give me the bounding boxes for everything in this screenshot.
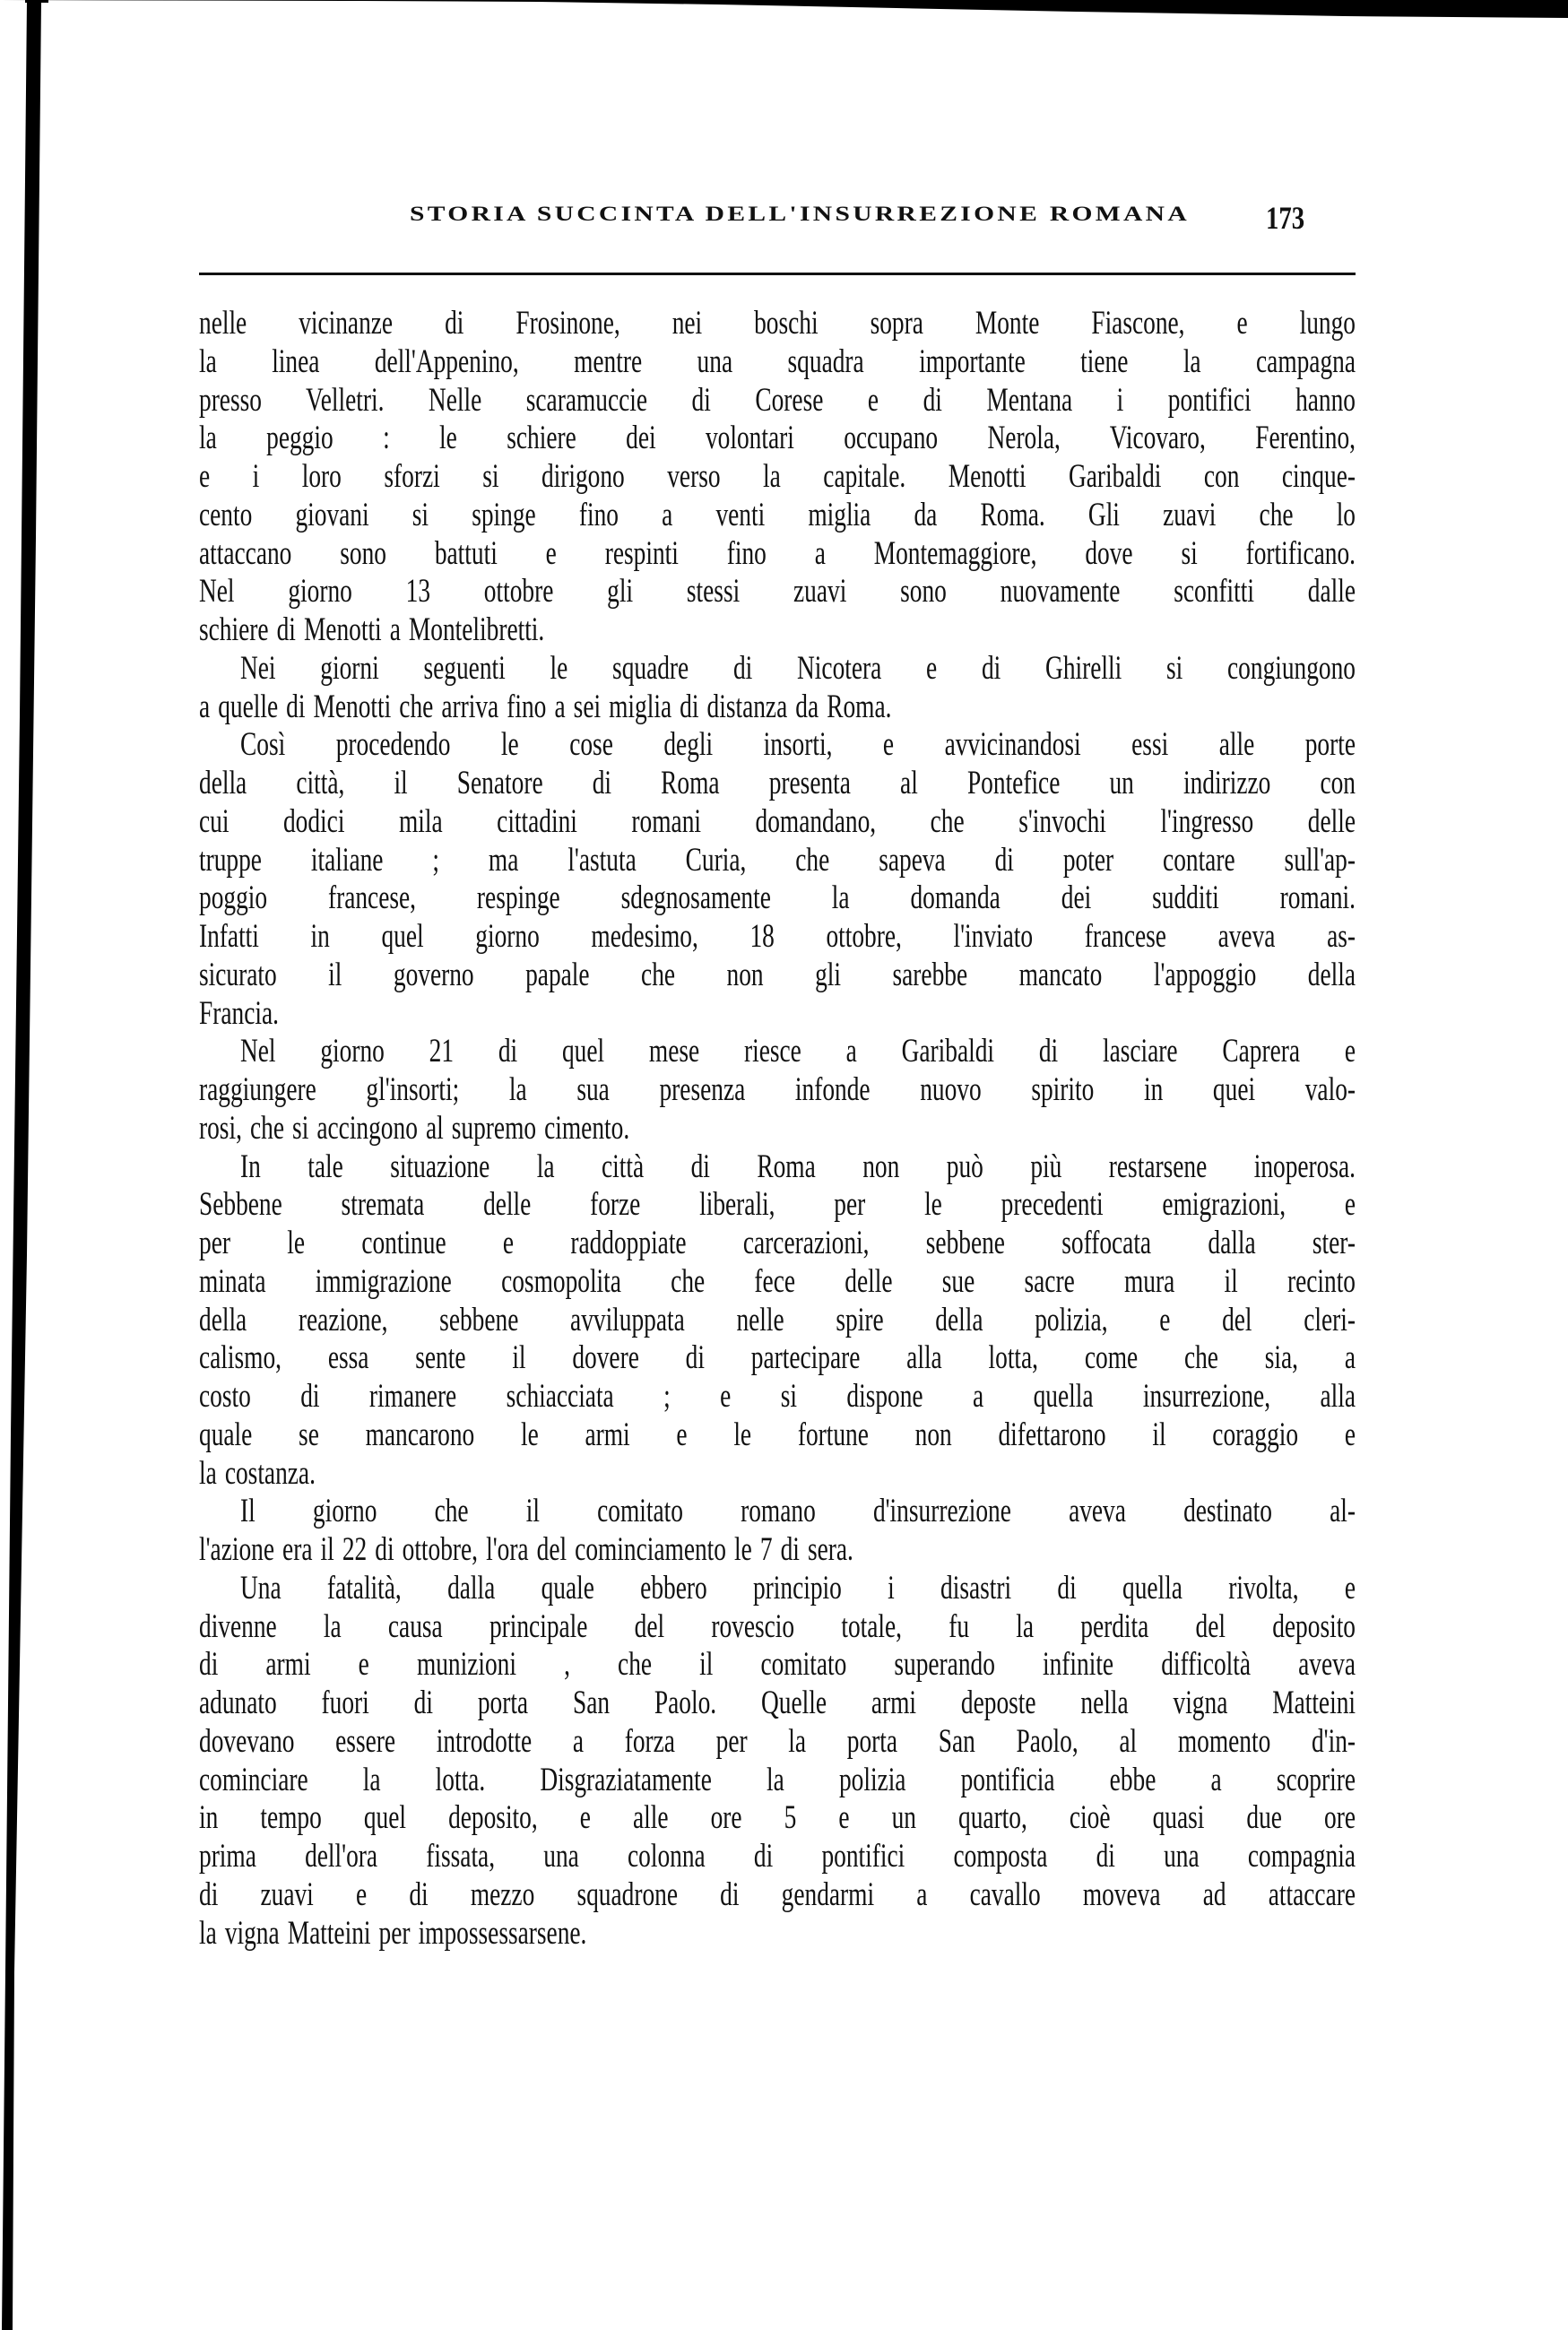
text-line-content: la peggio : le schiere dei volontari occupano Nerola, Vicovaro, Ferentino, [199, 420, 1356, 457]
text-line [199, 918, 1364, 957]
text-line-content: attaccano sono battuti e respinti fino a Montemaggiore, dove si fortificano. [199, 534, 1356, 572]
paragraph [199, 1493, 1364, 1570]
text-line-content: cento giovani si spinge fino a venti miglia da Roma. Gli zuavi che lo [199, 496, 1356, 533]
text-line [199, 535, 1364, 574]
text-line-content: in tempo quel deposito, e alle ore 5 e un quarto, cioè quasi due ore [199, 1799, 1356, 1837]
paragraph [199, 726, 1364, 1033]
text-line-content: calismo, essa sente il dovere di partecipare alla lotta, come che sia, a [199, 1339, 1356, 1377]
text-line [199, 1915, 1364, 1953]
text-line-content: presso Velletri. Nelle scaramuccie di Corese e di Mentana i pontifici hanno [199, 381, 1356, 419]
text-line [199, 803, 1364, 842]
text-line-content: In tale situazione la città di Roma non può più restarsene inoperosa. [240, 1148, 1356, 1185]
text-line-content: l'azione era il 22 di ottobre, l'ora del cominciamento le 7 di sera. [199, 1531, 853, 1568]
text-line-content: poggio francese, respinge sdegnosamente la domanda dei sudditi romani. [199, 879, 1356, 917]
text-line [199, 1608, 1364, 1647]
text-line-content: raggiungere gl'insorti; la sua presenza infonde nuovo spirito in quei valo- [199, 1071, 1356, 1108]
text-line [199, 1799, 1364, 1838]
text-line [199, 689, 1364, 727]
text-line-content: Nel giorno 21 di quel mese riesce a Garibaldi di lasciare Caprera e [240, 1033, 1356, 1070]
text-line [199, 458, 1364, 497]
text-line-content: dovevano essere introdotte a forza per la porta San Paolo, al momento d'in- [199, 1722, 1356, 1760]
text-line [199, 343, 1364, 382]
text-line [199, 1186, 1364, 1225]
text-line [199, 842, 1364, 880]
text-line-content: la linea dell'Appenino, mentre una squadra importante tiene la campagna [199, 342, 1356, 380]
text-line [199, 1838, 1364, 1876]
text-line [199, 1493, 1364, 1531]
text-line-content: rosi, che si accingono al supremo cimento. [199, 1109, 630, 1147]
text-line [199, 995, 1364, 1034]
text-line-content: a quelle di Menotti che arriva fino a sei miglia di distanza da Roma. [199, 688, 892, 725]
text-line [199, 1302, 1364, 1340]
text-line [199, 765, 1364, 803]
text-line-content: di zuavi e di mezzo squadrone di gendarmi a cavallo moveva ad attaccare [199, 1875, 1356, 1913]
text-line [199, 382, 1364, 420]
text-line-content: truppe italiane ; ma l'astuta Curia, che sapeva di poter contare sull'ap- [199, 841, 1356, 879]
text-line-content: Una fatalità, dalla quale ebbero principio i disastri di quella rivolta, e [240, 1569, 1356, 1607]
text-line-content: per le continue e raddoppiate carcerazioni, sebbene soffocata dalla ster- [199, 1225, 1356, 1261]
text-line [199, 1148, 1364, 1187]
paragraph [199, 1148, 1364, 1494]
text-line-content: Nei giorni seguenti le squadre di Nicotera e di Ghirelli si congiungono [240, 649, 1356, 687]
text-line-content: adunato fuori di porta San Paolo. Quelle armi deposte nella vigna Matteini [199, 1685, 1356, 1721]
text-line-content: divenne la causa principale del rovescio totale, fu la perdita del deposito [199, 1607, 1356, 1645]
text-line-content: sicurato il governo papale che non gli sarebbe mancato l'appoggio della [199, 956, 1356, 993]
scan-edge-top [0, 0, 1568, 27]
text-line-content: Infatti in quel giorno medesimo, 18 ottobre, l'inviato francese aveva as- [199, 918, 1356, 955]
text-line [199, 1876, 1364, 1915]
text-line-content: Nel giorno 13 ottobre gli stessi zuavi sono nuovamente sconfitti dalle [199, 573, 1356, 611]
text-line [199, 1416, 1364, 1455]
text-line-content: della città, il Senatore di Roma presenta al Pontefice un indirizzo con [199, 765, 1356, 801]
text-line-content: della reazione, sebbene avviluppata nelle spire della polizia, e del cleri- [199, 1301, 1356, 1338]
page-number: 173 [1266, 200, 1305, 236]
text-line-content: cominciare la lotta. Disgraziatamente la polizia pontificia ebbe a scoprire [199, 1761, 1356, 1798]
text-line [199, 497, 1364, 535]
text-line-content: di armi e munizioni , che il comitato superando infinite difficoltà aveva [199, 1646, 1356, 1684]
text-line-content: Sebbene stremata delle forze liberali, per le precedenti emigrazioni, e [199, 1186, 1356, 1224]
text-line-content: Francia. [199, 994, 279, 1032]
text-line-content: la vigna Matteini per impossessarsene. [199, 1914, 587, 1952]
text-line-content: costo di rimanere schiacciata ; e si dispone a quella insurrezione, alla [199, 1378, 1356, 1415]
text-line [199, 573, 1364, 611]
running-head [410, 199, 1378, 235]
text-line-content: Il giorno che il comitato romano d'insurrezione aveva destinato al- [240, 1493, 1356, 1530]
text-line [199, 1378, 1364, 1416]
text-line [199, 611, 1364, 650]
text-line [199, 1033, 1364, 1071]
text-line-content: minata immigrazione cosmopolita che fece delle sue sacre mura il recinto [199, 1262, 1356, 1300]
text-line [199, 726, 1364, 765]
text-line-content: Così procedendo le cose degli insorti, e avvicinandosi essi alle porte [240, 726, 1356, 764]
text-line [199, 1646, 1364, 1685]
paragraph [199, 650, 1364, 727]
text-line [199, 1071, 1364, 1110]
header-rule [199, 273, 1356, 275]
text-line [199, 1723, 1364, 1762]
text-line [199, 1225, 1364, 1263]
text-line [199, 1339, 1364, 1378]
text-line [199, 1455, 1364, 1494]
paragraph [199, 305, 1364, 650]
text-line-content: la costanza. [199, 1454, 316, 1492]
paragraph [199, 1570, 1364, 1953]
text-line [199, 1570, 1364, 1608]
text-line [199, 1531, 1364, 1570]
text-line [199, 1762, 1364, 1800]
scan-edge-left [0, 0, 54, 2330]
running-title: STORIA SUCCINTA DELL'INSURREZIONE ROMANA [410, 203, 1190, 225]
text-line [199, 879, 1364, 918]
text-line [199, 420, 1364, 458]
text-line [199, 650, 1364, 689]
text-line [199, 957, 1364, 995]
text-line-content: prima dell'ora fissata, una colonna di pontifici composta di una compagnia [199, 1838, 1356, 1875]
text-line-content: schiere di Menotti a Montelibretti. [199, 611, 545, 648]
text-line-content: quale se mancarono le armi e le fortune non difettarono il coraggio e [199, 1416, 1356, 1453]
paragraph [199, 1033, 1364, 1148]
text-line-content: cui dodici mila cittadini romani domandano, che s'invochi l'ingresso delle [199, 802, 1356, 840]
text-line [199, 1110, 1364, 1148]
text-line [199, 1685, 1364, 1723]
text-line [199, 305, 1364, 343]
body-text [199, 305, 1364, 1953]
text-line [199, 1263, 1364, 1302]
text-line-content: e i loro sforzi si dirigono verso la capitale. Menotti Garibaldi con cinque- [199, 458, 1356, 495]
text-line-content: nelle vicinanze di Frosinone, nei boschi sopra Monte Fiascone, e lungo [199, 305, 1356, 342]
